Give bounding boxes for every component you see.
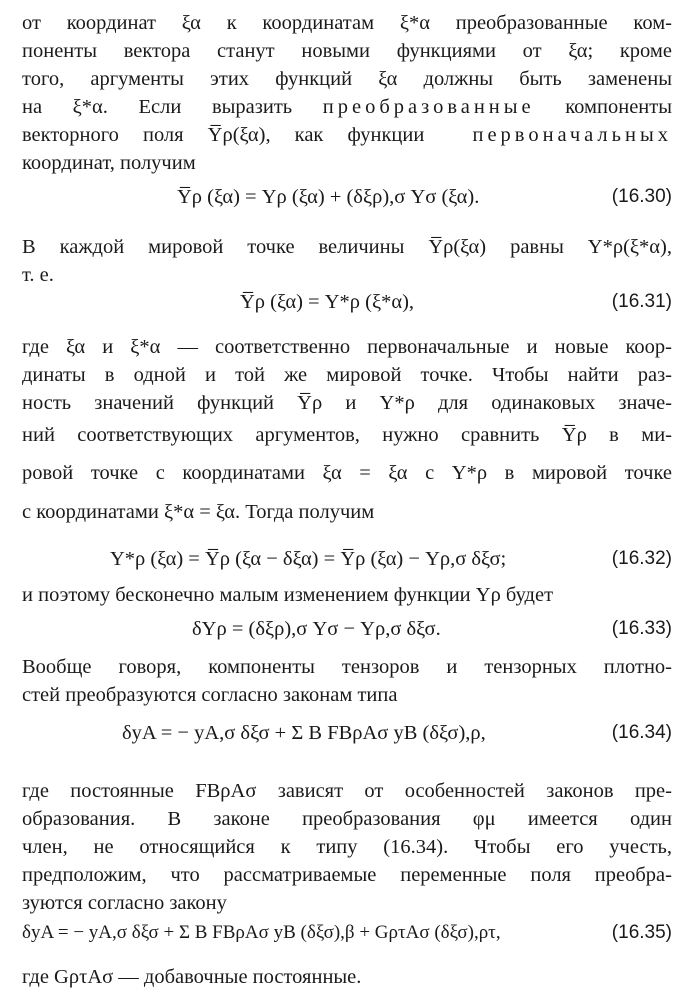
text-line: где GρτAσ — добавочные постоянные. [22, 966, 362, 988]
text-line: ровой точке с координатами ξα = ξα с Y*ρ в мировой точке [22, 462, 672, 484]
equation-16-32: Y*ρ (ξα) = Y̅ρ (ξα − δξα) = Y̅ρ (ξα) − Yρ,σ δξσ; [110, 548, 507, 570]
equation-number: (16.30) [611, 186, 672, 207]
text-line [22, 94, 672, 120]
equation-number: (16.32) [611, 548, 672, 569]
equation-number: (16.33) [611, 618, 672, 639]
equation-16-33: δYρ = (δξρ),σ Yσ − Yρ,σ δξσ. [192, 618, 441, 640]
text-line: Вообще говоря, компоненты тензоров и тензорных плотно- [22, 656, 672, 678]
equation-16-35: δyA = − yA,σ δξσ + Σ B FBρAσ yB (δξσ),β + GρτAσ (δξσ),ρτ, [22, 922, 501, 943]
emphasized-word: первоначальных [472, 124, 672, 146]
text-line: предположим, что рассматриваемые переменные поля преобра- [22, 864, 672, 886]
text-line: стей преобразуются согласно законам типа [22, 684, 398, 706]
text-fragment: компоненты [534, 96, 673, 118]
equation-16-30: Y̅ρ (ξα) = Yρ (ξα) + (δξρ),σ Yσ (ξα). [177, 186, 480, 208]
text-line: динаты в одной и той же мировой точке. Чтобы найти раз- [22, 364, 672, 386]
text-fragment: векторного поля Y̅ρ(ξα), как функции [22, 124, 425, 146]
text-line: где постоянные FBρAσ зависят от особенностей законов пре- [22, 780, 672, 802]
text-line: В каждой мировой точке величины Y̅ρ(ξα) равны Y*ρ(ξ*α), [22, 236, 672, 258]
text-line: ний соответствующих аргументов, нужно сравнить Y̅ρ в ми- [22, 424, 672, 446]
text-line: от координат ξα к координатам ξ*α преобразованные ком- [22, 12, 672, 34]
equation-16-31: Y̅ρ (ξα) = Y*ρ (ξ*α), [240, 291, 415, 313]
text-line: и поэтому бесконечно малым изменением функции Yρ будет [22, 584, 554, 606]
text-line [22, 122, 672, 148]
text-line: того, аргументы этих функций ξα должны быть заменены [22, 68, 672, 90]
text-line: т. е. [22, 264, 54, 286]
text-line: ность значений функций Y̅ρ и Y*ρ для одинаковых значе- [22, 392, 672, 414]
text-line: образования. В законе преобразования φμ имеется один [22, 808, 672, 830]
text-line: член, не относящийся к типу (16.34). Чтобы его учесть, [22, 836, 672, 858]
equation-number: (16.34) [611, 722, 672, 743]
text-line: координат, получим [22, 152, 196, 174]
text-line: поненты вектора станут новыми функциями от ξα; кроме [22, 40, 672, 62]
equation-number: (16.31) [611, 291, 672, 312]
text-line: где ξα и ξ*α — соответственно первоначальные и новые коор- [22, 336, 672, 358]
text-line: с координатами ξ*α = ξα. Тогда получим [22, 501, 375, 523]
emphasized-word: преобразованные [322, 96, 535, 118]
text-fragment: на ξ*α. Если выразить [22, 96, 323, 118]
equation-number: (16.35) [611, 922, 672, 943]
equation-16-34: δyA = − yA,σ δξσ + Σ B FBρAσ yB (δξσ),ρ, [122, 722, 486, 744]
text-line: зуются согласно закону [22, 892, 227, 914]
